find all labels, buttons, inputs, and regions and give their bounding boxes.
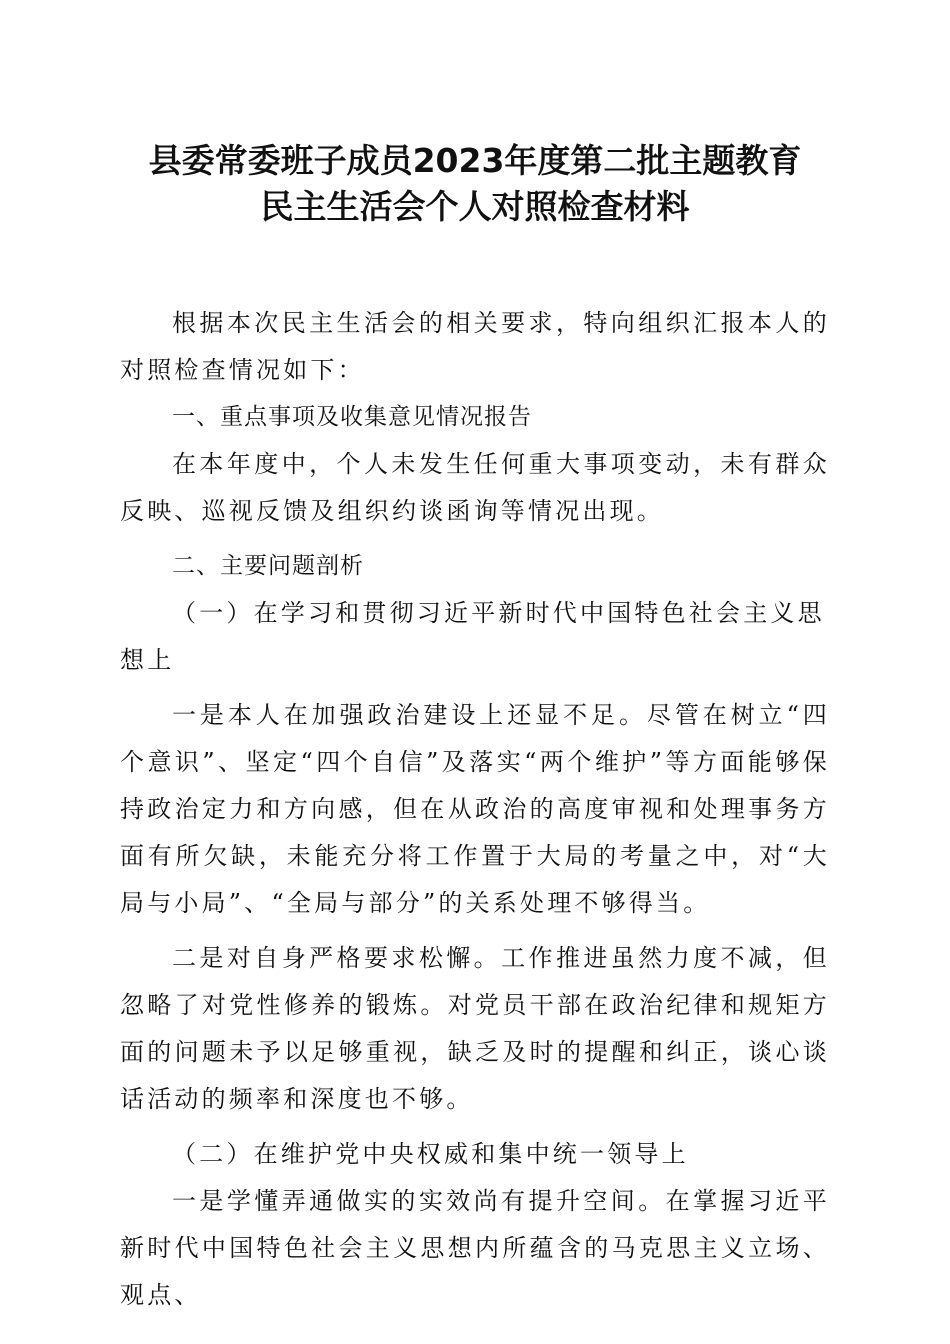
- title-line-1: 县委常委班子成员2023年度第二批主题教育: [148, 141, 802, 180]
- intro-paragraph: 根据本次民主生活会的相关要求，特向组织汇报本人的对照检查情况如下：: [120, 309, 830, 384]
- paragraph-text: 工作推进虽然力度不减，但忽略了对党性修养的锻炼。对党员干部在政治纪律和规矩方面的问题未予以足够重视，缺乏及时的提醒和纠正，谈心谈话活动的频率和深度也不够。: [120, 944, 830, 1113]
- subsection-1-paragraph-2: [120, 935, 830, 1123]
- subsection-1-paragraph-1: [120, 692, 830, 927]
- document-title: [120, 138, 830, 230]
- paragraph-lead: 一是学懂弄通做实的实效尚有提升空间。: [172, 1187, 666, 1215]
- section-1-body: 在本年度中，个人未发生任何重大事项变动，未有群众反映、巡视反馈及组织约谈函询等情况出现。: [120, 450, 830, 525]
- section-2-heading: 二、主要问题剖析: [172, 553, 364, 579]
- document-page: [120, 138, 830, 1319]
- subsection-1-heading: （一）在学习和贯彻习近平新时代中国特色社会主义思想上: [120, 599, 825, 674]
- paragraph-lead: 一是本人在加强政治建设上还显不足。: [172, 701, 647, 729]
- paragraph-lead: 二是对自身严格要求松懈。: [172, 944, 502, 972]
- subsection-2-paragraph-1: [120, 1178, 830, 1319]
- section-1-heading: 一、重点事项及收集意见情况报告: [172, 404, 532, 430]
- subsection-2-heading: （二）在维护党中央权威和集中统一领导上: [172, 1140, 689, 1168]
- paragraph-text: 尽管在树立“四个意识”、坚定“四个自信”及落实“两个维护”等方面能够保持政治定力和方向感，但在从政治的高度审视和处理事务方面有所欠缺，未能充分将工作置于大局的考量之中，对“大局与小局”、“全局与部分”的关系处理不够得当。: [120, 701, 830, 917]
- title-line-2: 民主生活会个人对照检查材料: [260, 187, 690, 226]
- paragraph-text: 在掌握习近平新时代中国特色社会主义思想内所蕴含的马克思主义立场、观点、: [120, 1187, 830, 1309]
